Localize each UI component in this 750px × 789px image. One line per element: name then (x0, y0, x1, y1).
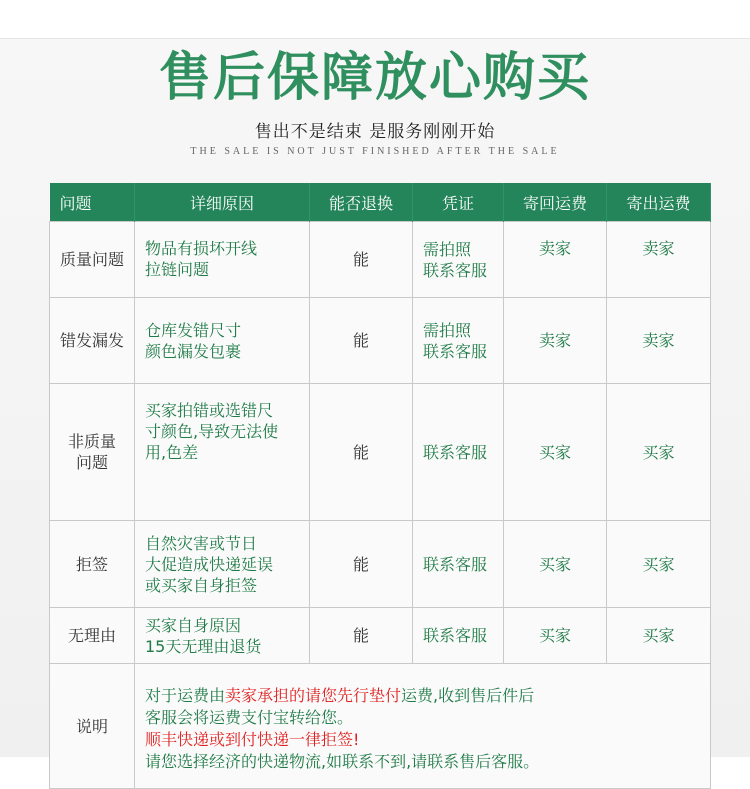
note-line-2: 客服会将运费支付宝转给您。 (145, 708, 354, 727)
note-line-4: 请您选择经济的快递物流,如联系不到,请联系售后客服。 (145, 752, 540, 771)
row-reason (135, 222, 310, 298)
row-reason-line: 买家自身原因 (145, 615, 242, 635)
row-reason-line: 寸颜色,导致无法使 (145, 422, 279, 441)
after-sales-table (49, 183, 711, 789)
row-return-fee: 买家 (504, 384, 607, 521)
table-row (50, 384, 711, 521)
row-reason (135, 608, 310, 664)
page-subtitle-english: THE SALE IS NOT JUST FINISHED AFTER THE SALE (190, 146, 560, 157)
row-category: 错发漏发 (50, 298, 135, 384)
row-proof-line: 需拍照 (423, 320, 472, 340)
row-category: 无理由 (50, 608, 135, 664)
note-label: 说明 (50, 664, 135, 789)
row-send-fee: 卖家 (607, 298, 711, 384)
header-proof: 凭证 (413, 183, 504, 222)
row-send-fee: 买家 (607, 521, 711, 608)
row-reason-line: 颜色漏发包裹 (145, 341, 242, 361)
row-reason-line: 买家拍错或选错尺 (145, 401, 274, 420)
row-proof: 联系客服 (413, 608, 504, 664)
row-send-fee: 卖家 (607, 222, 711, 298)
row-reason-line: 拉链问题 (145, 260, 210, 279)
header-send-fee: 寄出运费 (607, 183, 711, 222)
row-category (50, 384, 135, 521)
row-proof-line: 联系客服 (423, 260, 488, 280)
row-proof (413, 222, 504, 298)
row-returnable: 能 (310, 608, 413, 664)
row-returnable: 能 (310, 384, 413, 521)
page-subtitle: 售出不是结束 是服务刚刚开始 (254, 122, 496, 142)
row-reason-line: 物品有损坏开线 (145, 239, 258, 258)
row-returnable: 能 (310, 521, 413, 608)
table-row (50, 222, 711, 298)
table-row (50, 608, 711, 664)
table-row (50, 298, 711, 384)
note-text: 对于运费由 (145, 686, 226, 705)
row-reason (135, 298, 310, 384)
row-category-line: 非质量 (67, 432, 116, 451)
row-return-fee: 卖家 (504, 298, 607, 384)
note-text: 运费,收到售后件后 (401, 686, 535, 705)
row-category: 质量问题 (50, 222, 135, 298)
row-reason-line: 自然灾害或节日 (145, 533, 258, 553)
row-return-fee: 买家 (504, 608, 607, 664)
note-highlight: 卖家承担的请您先行垫付 (225, 686, 402, 705)
table-header-row (50, 183, 711, 222)
row-returnable: 能 (310, 298, 413, 384)
row-send-fee: 买家 (607, 384, 711, 521)
header-return-fee: 寄回运费 (504, 183, 607, 222)
note-row (50, 664, 711, 789)
row-reason-line: 或买家自身拒签 (145, 575, 258, 595)
header-returnable: 能否退换 (310, 183, 413, 222)
header-reason: 详细原因 (135, 183, 310, 222)
note-line-3: 顺丰快递或到付快递一律拒签! (145, 730, 360, 749)
row-reason-line: 用,色差 (145, 443, 199, 462)
table-row (50, 521, 711, 608)
row-proof: 联系客服 (413, 521, 504, 608)
note-content (135, 664, 711, 789)
row-reason (135, 384, 310, 521)
page-title: 售后保障放心购买 (158, 48, 591, 108)
row-category-line: 问题 (75, 453, 108, 472)
row-proof (413, 298, 504, 384)
row-return-fee: 卖家 (504, 222, 607, 298)
row-reason-line: 仓库发错尺寸 (145, 320, 242, 340)
row-reason-line: 大促造成快递延误 (145, 554, 274, 574)
row-returnable: 能 (310, 222, 413, 298)
note-line-1 (145, 685, 700, 707)
header-issue: 问题 (50, 183, 135, 222)
row-category: 拒签 (50, 521, 135, 608)
row-send-fee: 买家 (607, 608, 711, 664)
row-return-fee: 买家 (504, 521, 607, 608)
row-proof-line: 联系客服 (423, 341, 488, 361)
row-proof: 联系客服 (413, 384, 504, 521)
row-reason (135, 521, 310, 608)
row-proof-line: 需拍照 (423, 239, 472, 259)
row-reason-line: 15天无理由退货 (145, 636, 262, 656)
